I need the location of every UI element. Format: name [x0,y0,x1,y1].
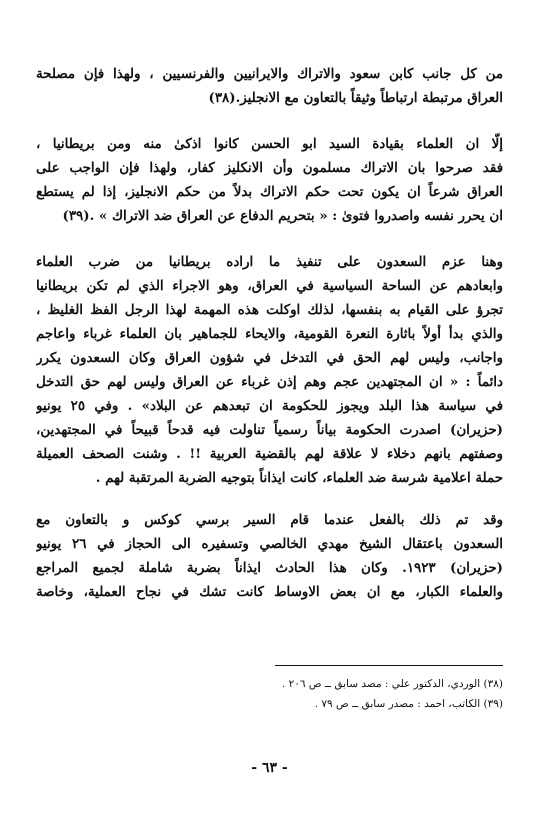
text-line: من كل جانب كابن سعود والاتراك والايرانيين والفرنسيين ، ولهذا فإن مصلحة [36,66,503,82]
text-line: وابعادهم عن الساحة السياسية في العراق، وهو الاجراء الذي لم تكن بريطانيا [36,278,503,294]
text-line: إلّا ان العلماء بقيادة السيد ابو الحسن كانوا اذكىٰ منه ومن بريطانيا ، [36,136,503,152]
footnotes [43,674,503,714]
footnote-38: (٣٨) الوردي، الدكتور علي : مصد سابق ــ ص ٢٠٦ . [281,678,503,690]
text-line: فقد صرحوا بان الاتراك مسلمون وأن الانكليز كفار، ولهذا فإن الواجب على [36,160,503,176]
text-line: والعلماء الكبار، مع ان بعض الاوساط كانت تشك في نجاح العملية، وخاصة [36,584,503,600]
paragraph-1 [36,62,503,110]
text-line: وقد تم ذلك بالفعل عندما قام السير برسي كوكس و بالتعاون مع [36,512,503,528]
text-line: وهنا عزم السعدون على تنفيذ ما اراده بريطانيا من ضرب العلماء [36,254,503,270]
text-line: (حزيران) اصدرت الحكومة بياناً رسمياً تناولت فيه قدحاً قبيحاً في المجتهدين، [36,422,503,438]
paragraph-gap [36,110,503,132]
text-line: وصفتهم بانهم دخلاء لا علاقة لهم بالقضية العربية !! . وشنت الصحف العميلة [36,446,503,462]
text-line: ان يحرر نفسه واصدروا فتوىٰ : « بتحريم الدفاع عن العراق ضد الاتراك » .(٣٩) [62,208,503,224]
text-line: (حزيران) ١٩٢٣. وكان هذا الحادث ايذاناً بضربة شاملة لجميع المراجع [36,560,503,576]
text-line: واجانب، وليس لهم الحق في التدخل في شؤون العراق وكان السعدون يكرر [36,350,503,366]
paragraph-2 [36,132,503,228]
text-line: العراق شرعاً ان يكون تحت حكم الاتراك بدلاً من حكم الانجليز، إذا لم يستطع [36,184,503,200]
footnote-39: (٣٩) الكاتب، احمد : مصدر سابق ــ ص ٧٩ . [314,698,503,710]
page-number: - ٦٣ - [251,760,288,776]
paragraph-gap [36,490,503,508]
footnote-separator [275,665,503,666]
text-line: تجرؤ على القيام به بنفسها، لذلك اوكلت هذه المهمة لهذا الرجل الفظ الغليظ ، [36,302,503,318]
text-line: حملة اعلامية شرسة ضد العلماء، كانت ايذاناً بتوجيه الضربة المرتقبة لهم . [95,470,503,486]
paragraph-gap [36,228,503,250]
text-line: السعدون باعتقال الشيخ مهدي الخالصي وتسفيره الى الحجاز في ٢٦ يونيو [36,536,503,552]
paragraph-4 [36,508,503,604]
paragraph-3 [36,250,503,490]
text-line: دائماً : « ان المجتهدين عجم وهم إذن غرباء عن العراق وليس لهم حق التدخل [36,374,503,390]
text-line: والذي بدأ أولاً باثارة النعرة القومية، والايحاء للجماهير بان العلماء غرباء واعاجم [36,326,503,342]
text-line: العراق مرتبطة ارتباطاً وثيقاً بالتعاون مع الانجليز.(٣٨) [208,90,503,106]
text-line: في سياسة هذا البلد ويجوز للحكومة ان تبعدهم عن البلاد» . وفي ٢٥ يونيو [36,398,503,414]
